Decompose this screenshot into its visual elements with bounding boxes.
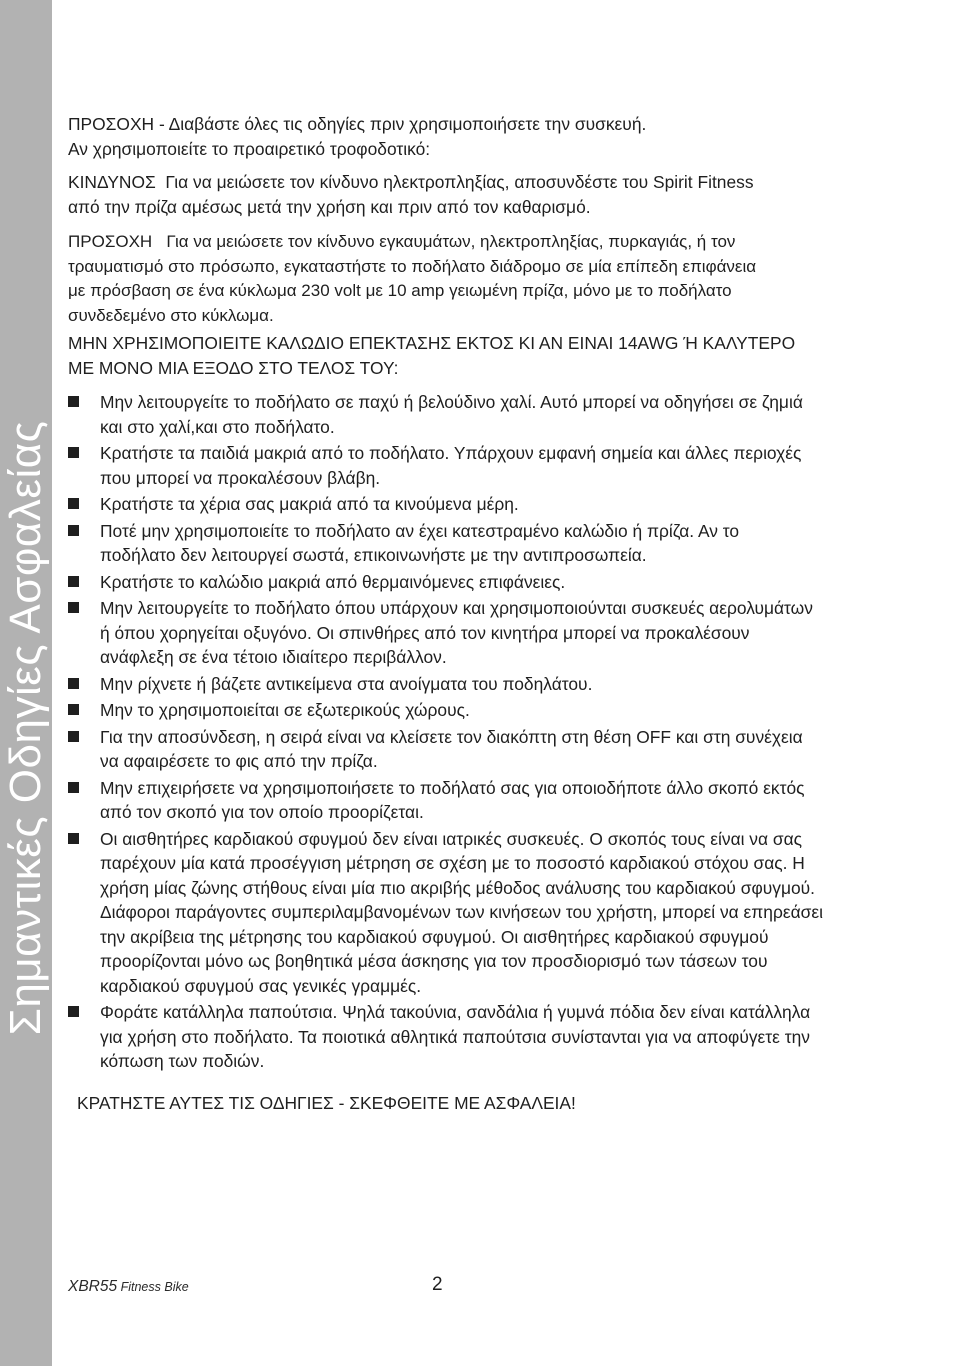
list-item xyxy=(68,570,948,595)
list-item-line: να αφαιρέσετε το φις από την πρίζα. xyxy=(100,751,378,771)
list-item-line: ποδήλατο δεν λειτουργεί σωστά, επικοινωνήστε με την αντιπροσωπεία. xyxy=(100,545,647,565)
list-item-line: Φοράτε κατάλληλα παπούτσια. Ψηλά τακούνια, σανδάλια ή γυμνά πόδια δεν είναι κατάλληλα xyxy=(100,1002,811,1022)
page-number: 2 xyxy=(432,1274,443,1295)
list-item-line: Για την αποσύνδεση, η σειρά είναι να κλείσετε τον διακόπτη στη θέση OFF και στη συνέχεια xyxy=(100,726,803,747)
footer-model-name xyxy=(68,1278,189,1296)
list-item-line: Οι αισθητήρες καρδιακού σφυγμού δεν είναι ιατρικές συσκευές. Ο σκοπός τους είναι να σας xyxy=(100,828,803,849)
list-item xyxy=(68,492,948,517)
model-suffix: Fitness Bike xyxy=(117,1280,189,1294)
danger-text-line2: από την πρίζα αμέσως μετά την χρήση και πριν από τον καθαρισμό. xyxy=(68,197,591,217)
list-item-line: και στο χαλί,και στο ποδήλατο. xyxy=(100,416,335,437)
list-item-line: ανάφλεξη σε ένα τέτοιο ιδιαίτερο περιβάλλον. xyxy=(100,647,447,667)
square-bullet-icon xyxy=(68,602,79,613)
list-item xyxy=(68,672,948,697)
closing-note: ΚΡΑΤΗΣΤΕ ΑΥΤΕΣ ΤΙΣ ΟΔΗΓΙΕΣ - ΣΚΕΦΘΕΙΤΕ ΜΕ ΑΣΦΑΛΕΙΑ! xyxy=(77,1093,576,1113)
list-item-line: προορίζονται μόνο ως βοηθητικά μέσα άσκησης για τον προσδιορισμό των τάσεων του xyxy=(100,951,768,971)
extension-cord-notice-line1: ΜΗΝ ΧΡΗΣΙΜΟΠΟΙΕΙΤΕ ΚΑΛΩΔΙΟ ΕΠΕΚΤΑΣΗΣ ΕΚΤΟΣ ΚΙ ΑΝ ΕΙΝΑΙ 14AWG Ή ΚΑΛΥΤΕΡΟ xyxy=(68,333,796,353)
danger-text-line1: Για να μειώσετε τον κίνδυνο ηλεκτροπληξίας, αποσυνδέστε του Spirit Fitness xyxy=(155,172,754,192)
list-item-line: Μην το χρησιμοποιείται σε εξωτερικούς χώρους. xyxy=(100,700,470,720)
list-item-line: Μην επιχειρήσετε να χρησιμοποιήσετε το ποδήλατό σας για οποιοδήποτε άλλο σκοπό εκτός xyxy=(100,777,805,798)
list-item xyxy=(68,390,948,439)
list-item xyxy=(68,441,948,490)
safety-instructions-body xyxy=(68,112,948,1076)
warning-paragraph xyxy=(68,230,948,328)
list-item xyxy=(68,519,948,568)
attention-label: ΠΡΟΣΟΧΗ xyxy=(68,114,155,134)
list-item-line: ή όπου χορηγείται οξυγόνο. Οι σπινθήρες από τον κινητήρα μπορεί να προκαλέσουν xyxy=(100,622,750,643)
square-bullet-icon xyxy=(68,396,79,407)
list-item-line: Κρατήστε τα χέρια σας μακριά από τα κινούμενα μέρη. xyxy=(100,494,519,514)
safety-list xyxy=(68,390,948,1074)
intro-attention-line xyxy=(68,112,948,137)
square-bullet-icon xyxy=(68,678,79,689)
warning-label: ΠΡΟΣΟΧΗ xyxy=(68,232,153,251)
square-bullet-icon xyxy=(68,447,79,458)
square-bullet-icon xyxy=(68,525,79,536)
power-supply-line: Αν χρησιμοποιείτε το προαιρετικό τροφοδοτικό: xyxy=(68,139,431,159)
warning-text-line2: τραυματισμό στο πρόσωπο, εγκαταστήστε το ποδήλατο διάδρομο σε μία επίπεδη επιφάνεια xyxy=(68,256,757,276)
warning-text-line3: με πρόσβαση σε ένα κύκλωμα 230 volt με 10 amp γειωμένη πρίζα, μόνο με το ποδήλατο xyxy=(68,281,732,300)
list-item-line: Κρατήστε το καλώδιο μακριά από θερμαινόμενες επιφάνειες. xyxy=(100,571,566,592)
extension-cord-notice-line2: ΜΕ ΜΟΝΟ ΜΙΑ ΕΞΟΔΟ ΣΤΟ ΤΕΛΟΣ ΤΟΥ: xyxy=(68,357,399,378)
list-item-line: Διάφοροι παράγοντες συμπεριλαμβανομένων των κινήσεων του χρήστη, μπορεί να επηρεάσει xyxy=(100,902,824,922)
square-bullet-icon xyxy=(68,576,79,587)
list-item-line: κόπωση των ποδιών. xyxy=(100,1051,265,1071)
section-side-band xyxy=(0,0,52,1366)
danger-paragraph xyxy=(68,170,948,195)
list-item-line: χρήση μίας ζώνης στήθους είναι μία πιο ακριβής μέθοδος ανάλυσης του καρδιακού σφυγμού. xyxy=(100,877,815,898)
list-item-line: από τον σκοπό για τον οποίο προορίζεται. xyxy=(100,802,424,822)
square-bullet-icon xyxy=(68,1006,79,1017)
list-item xyxy=(68,725,948,774)
square-bullet-icon xyxy=(68,833,79,844)
list-item xyxy=(68,827,948,999)
list-item-line: Μην λειτουργείτε το ποδήλατο σε παχύ ή βελούδινο χαλί. Αυτό μπορεί να οδηγήσει σε ζημιά xyxy=(100,392,803,412)
list-item-line: που μπορεί να προκαλέσουν βλάβη. xyxy=(100,467,381,488)
list-item xyxy=(68,1000,948,1074)
list-item xyxy=(68,776,948,825)
list-item-line: καρδιακού σφυγμού σας γενικές γραμμές. xyxy=(100,975,422,996)
section-title-vertical: Σημαντικές Οδηγίες Ασφαλείας xyxy=(1,420,50,1036)
list-item-line: παρέχουν μία κατά προσέγγιση μέτρηση σε σχέση με το ποσοστό καρδιακού στόχου σας. Η xyxy=(100,853,805,873)
list-item-line: για χρήση στο ποδήλατο. Τα ποιοτικά αθλητικά παπούτσια συνίστανται για να αποφύγετε την xyxy=(100,1026,810,1047)
list-item-line: Κρατήστε τα παιδιά μακριά από το ποδήλατο. Υπάρχουν εμφανή σημεία και άλλες περιοχές xyxy=(100,443,802,463)
model-code: XBR55 xyxy=(68,1278,118,1295)
attention-text: - Διαβάστε όλες τις οδηγίες πριν χρησιμοποιήσετε την συσκευή. xyxy=(154,114,647,134)
square-bullet-icon xyxy=(68,498,79,509)
list-item-line: την ακρίβεια της μέτρησης του καρδιακού σφυγμού. Οι αισθητήρες καρδιακού σφυγμού xyxy=(100,926,769,947)
warning-text-line1: Για να μειώσετε τον κίνδυνο εγκαυμάτων, ηλεκτροπληξίας, πυρκαγιάς, ή τον xyxy=(152,232,736,251)
danger-label: ΚΙΝΔΥΝΟΣ xyxy=(68,172,156,192)
square-bullet-icon xyxy=(68,731,79,742)
square-bullet-icon xyxy=(68,704,79,715)
list-item-line: Μην ρίχνετε ή βάζετε αντικείμενα στα ανοίγματα του ποδηλάτου. xyxy=(100,673,593,694)
square-bullet-icon xyxy=(68,782,79,793)
list-item-line: Μην λειτουργείτε το ποδήλατο όπου υπάρχουν και χρησιμοποιούνται συσκευές αερολυμάτων xyxy=(100,598,813,618)
warning-text-line4: συνδεδεμένο στο κύκλωμα. xyxy=(68,305,274,325)
list-item xyxy=(68,698,948,723)
list-item-line: Ποτέ μην χρησιμοποιείτε το ποδήλατο αν έχει κατεστραμένο καλώδιο ή πρίζα. Αν το xyxy=(100,520,740,541)
list-item xyxy=(68,596,948,670)
